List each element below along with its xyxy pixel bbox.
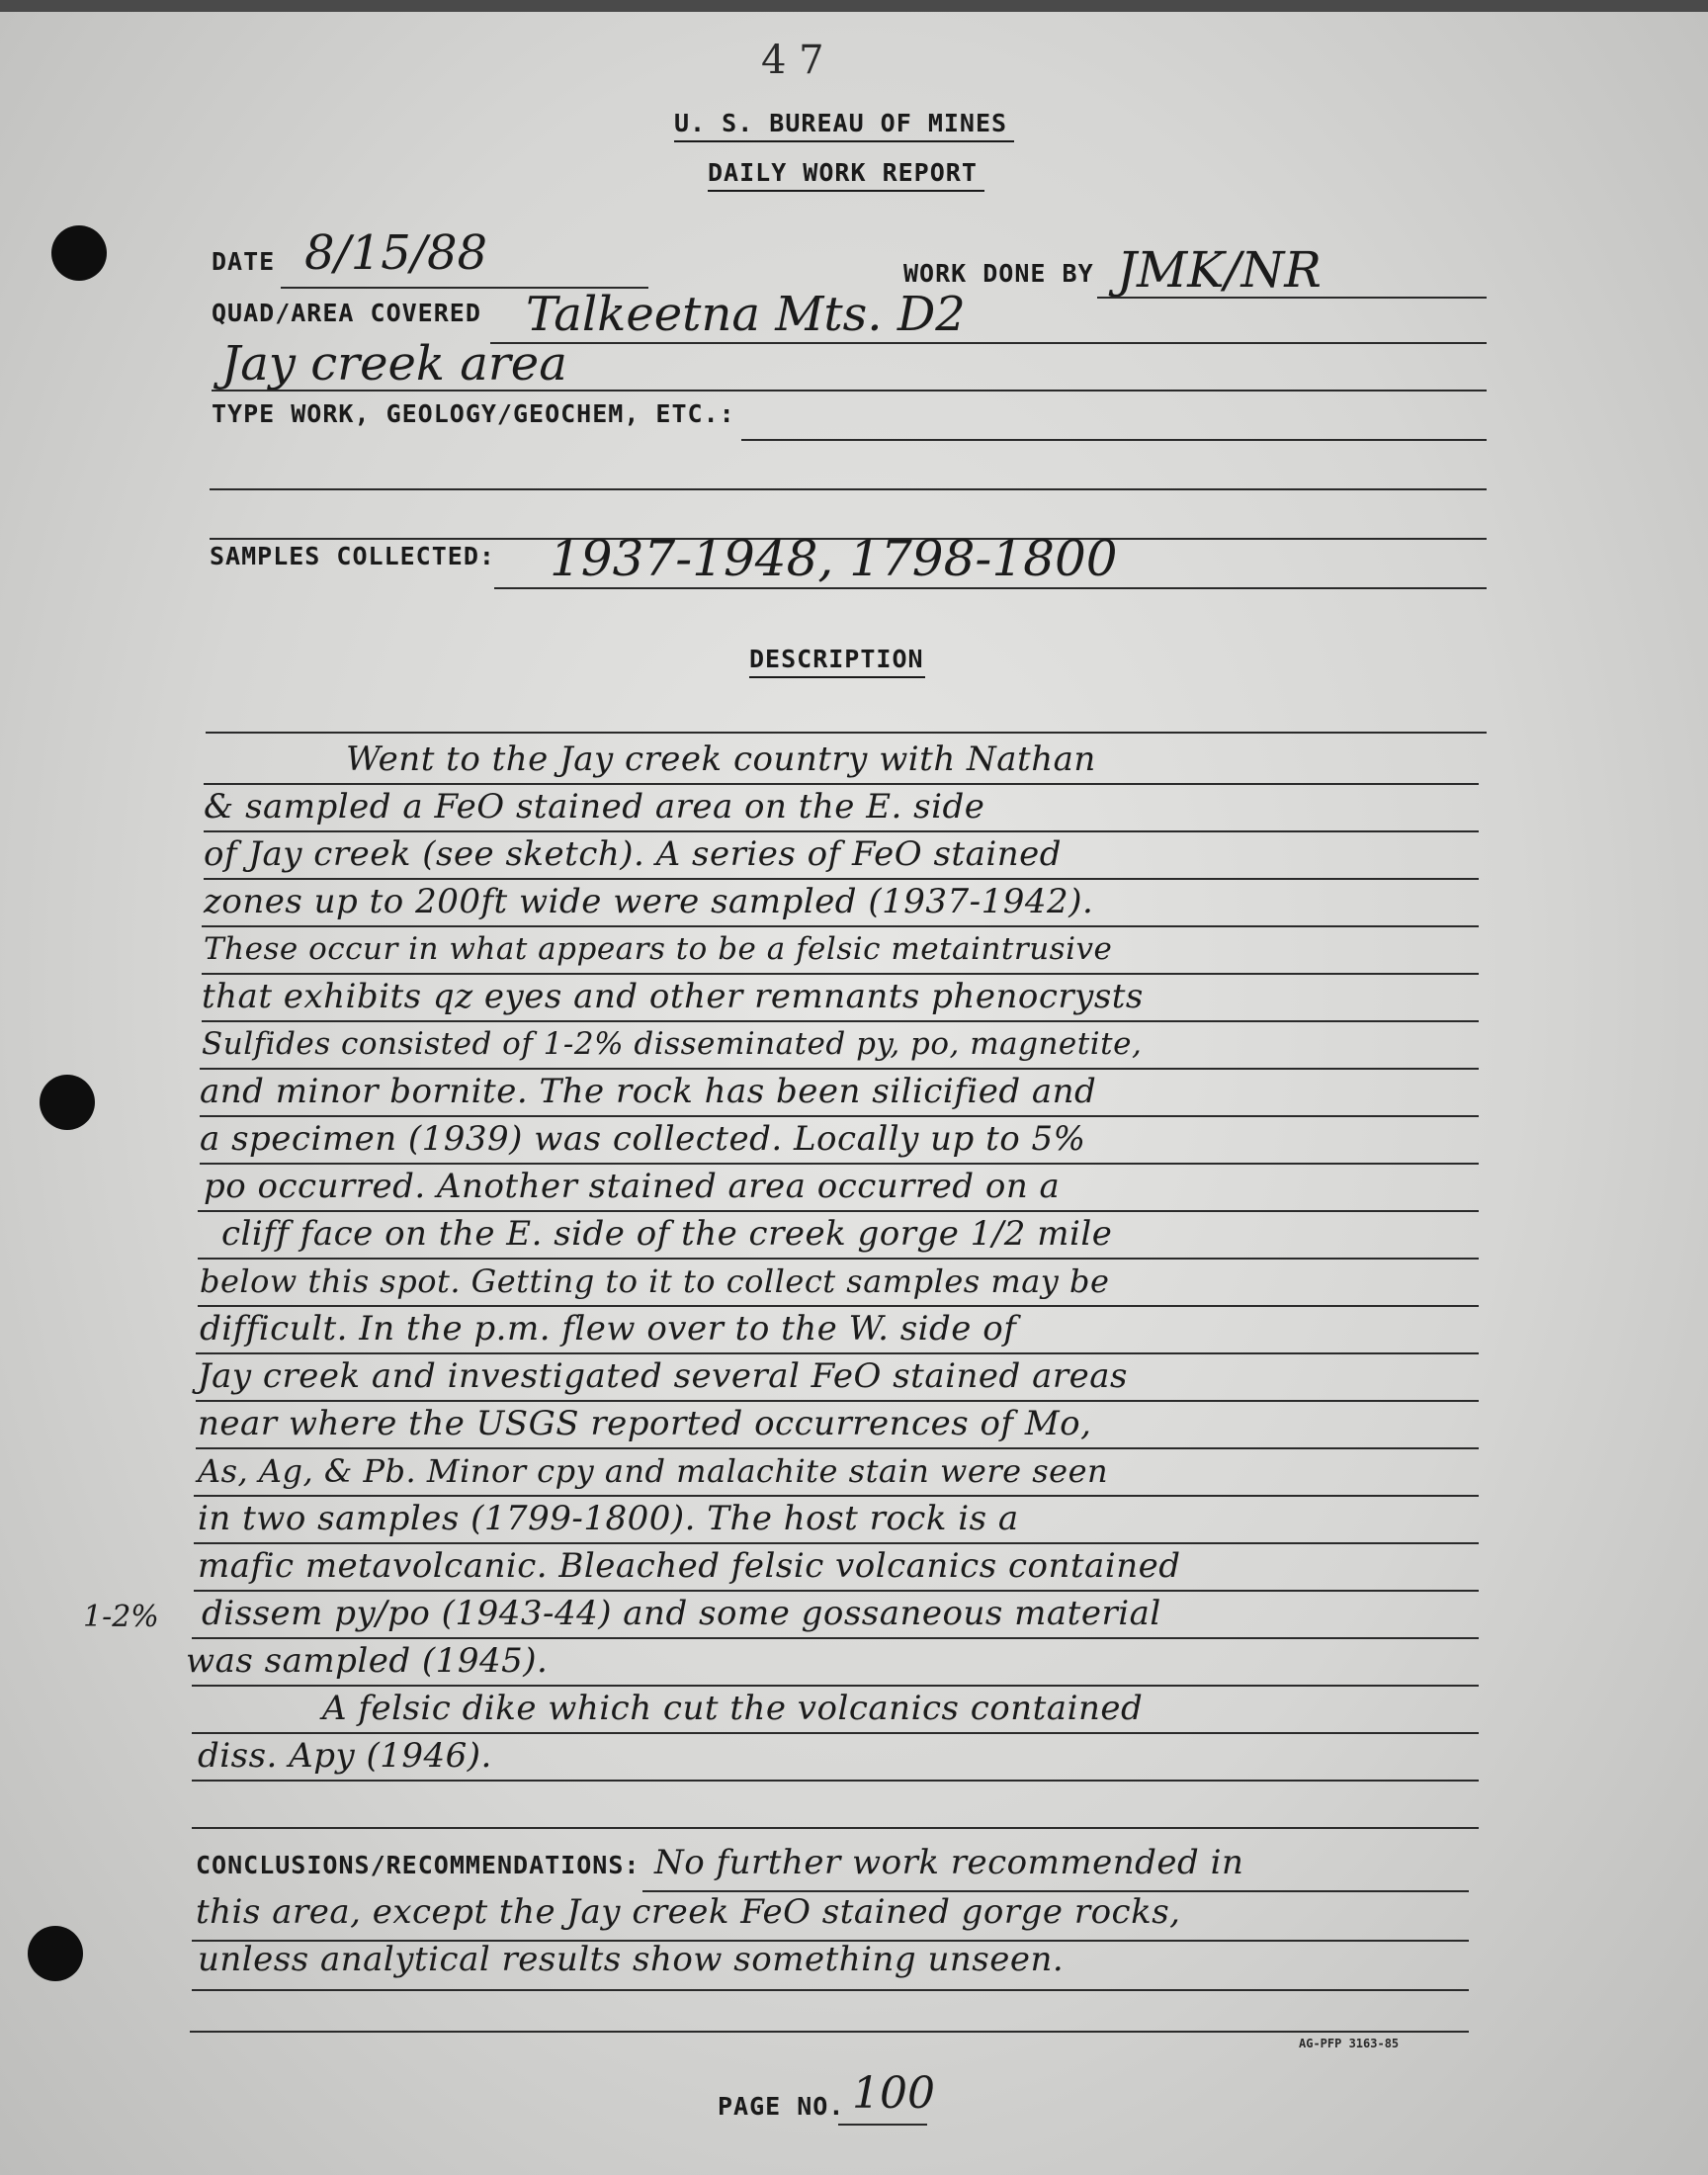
ruled-line: [194, 1495, 1479, 1497]
work-done-by-label: WORK DONE BY: [903, 259, 1094, 288]
ruled-line: [194, 1590, 1479, 1592]
scan-edge: [0, 0, 1708, 12]
date-label: DATE: [212, 247, 276, 276]
ruled-line: [202, 1020, 1479, 1022]
page-number-line: [838, 2124, 927, 2126]
margin-note: 1-2%: [83, 1600, 159, 1634]
quad-area-line-2: [212, 390, 1487, 392]
agency-underline: [674, 140, 1014, 142]
description-line: dissem py/po (1943-44) and some gossaneous material: [202, 1594, 1161, 1633]
description-line: mafic metavolcanic. Bleached felsic volcanics contained: [198, 1546, 1181, 1586]
ruled-line: [192, 1780, 1479, 1782]
ruled-line: [200, 1163, 1479, 1165]
page-number-label: PAGE NO.: [718, 2092, 845, 2121]
description-line: These occur in what appears to be a felsic metaintrusive: [204, 931, 1113, 967]
work-done-by-line: [1097, 297, 1487, 299]
description-line: diss. Apy (1946).: [198, 1736, 492, 1776]
ruled-line: [192, 1827, 1479, 1829]
description-line: Sulfides consisted of 1-2% disseminated py, po, magnetite,: [202, 1026, 1143, 1062]
title-underline: [708, 190, 984, 192]
description-line: cliff face on the E. side of the creek gorge 1/2 mile: [221, 1214, 1113, 1254]
conclusions-line: unless analytical results show something unseen.: [198, 1940, 1065, 1979]
page-number-value: 100: [852, 2068, 935, 2119]
ruled-line: [204, 830, 1479, 832]
description-line: Went to the Jay creek country with Nathan: [346, 740, 1096, 779]
description-line: in two samples (1799-1800). The host rock is a: [198, 1499, 1019, 1538]
conclusions-line-rule: [190, 2031, 1469, 2033]
quad-area-value: Talkeetna Mts. D2: [526, 287, 966, 342]
ruled-line: [204, 783, 1479, 785]
quad-area-line-1: [490, 342, 1487, 344]
top-handwritten-mark: 4 7: [761, 38, 824, 83]
conclusions-line: No further work recommended in: [654, 1843, 1244, 1882]
form-number: AG-PFP 3163-85: [1299, 2037, 1400, 2050]
ruled-line: [196, 1352, 1479, 1354]
type-work-line-2: [210, 488, 1487, 490]
samples-value: 1937-1948, 1798-1800: [550, 530, 1118, 587]
description-line: of Jay creek (see sketch). A series of FeO stained: [204, 834, 1063, 874]
description-heading: DESCRIPTION: [749, 645, 924, 673]
type-work-label: TYPE WORK, GEOLOGY/GEOCHEM, ETC.:: [212, 399, 735, 428]
description-top-line: [206, 732, 1487, 734]
quad-area-label: QUAD/AREA COVERED: [212, 299, 481, 327]
conclusions-line: this area, except the Jay creek FeO stained gorge rocks,: [196, 1892, 1181, 1932]
punch-hole-top: [51, 225, 107, 281]
ruled-line: [194, 1542, 1479, 1544]
samples-line: [494, 587, 1487, 589]
description-line: Jay creek and investigated several FeO stained areas: [198, 1356, 1128, 1396]
description-line: a specimen (1939) was collected. Locally up to 5%: [200, 1119, 1086, 1159]
ruled-line: [198, 1258, 1479, 1260]
description-line: difficult. In the p.m. flew over to the W. side of: [200, 1309, 1017, 1348]
ruled-line: [192, 1637, 1479, 1639]
description-line: A felsic dike which cut the volcanics contained: [322, 1689, 1144, 1728]
punch-hole-middle: [40, 1075, 95, 1130]
ruled-line: [204, 878, 1479, 880]
ruled-line: [200, 1115, 1479, 1117]
samples-label: SAMPLES COLLECTED:: [210, 542, 495, 570]
ruled-line: [202, 973, 1479, 975]
agency-name: U. S. BUREAU OF MINES: [674, 109, 1008, 137]
ruled-line: [196, 1400, 1479, 1402]
description-line: As, Ag, & Pb. Minor cpy and malachite stain were seen: [198, 1452, 1109, 1490]
report-title: DAILY WORK REPORT: [708, 158, 978, 187]
description-line: & sampled a FeO stained area on the E. side: [204, 787, 985, 826]
description-line: near where the USGS reported occurrences of Mo,: [198, 1404, 1092, 1443]
quad-area-value-2: Jay creek area: [221, 336, 567, 392]
ruled-line: [192, 1732, 1479, 1734]
work-done-by-value: JMK/NR: [1117, 241, 1322, 299]
description-underline: [749, 676, 925, 678]
conclusions-line-rule: [192, 1989, 1469, 1991]
ruled-line: [198, 1305, 1479, 1307]
type-work-line-1: [741, 439, 1487, 441]
description-line: was sampled (1945).: [186, 1641, 549, 1681]
ruled-line: [198, 1210, 1479, 1212]
description-line: that exhibits qz eyes and other remnants phenocrysts: [202, 977, 1144, 1016]
date-value: 8/15/88: [304, 225, 488, 281]
description-line: zones up to 200ft wide were sampled (1937-1942).: [204, 882, 1094, 921]
ruled-line: [202, 925, 1479, 927]
ruled-line: [196, 1447, 1479, 1449]
conclusions-label: CONCLUSIONS/RECOMMENDATIONS:: [196, 1851, 640, 1879]
ruled-line: [192, 1685, 1479, 1687]
ruled-line: [200, 1068, 1479, 1070]
punch-hole-bottom: [28, 1926, 83, 1981]
description-line: and minor bornite. The rock has been silicified and: [200, 1072, 1097, 1111]
description-line: po occurred. Another stained area occurred on a: [204, 1167, 1061, 1206]
description-line: below this spot. Getting to it to collect samples may be: [200, 1262, 1110, 1300]
